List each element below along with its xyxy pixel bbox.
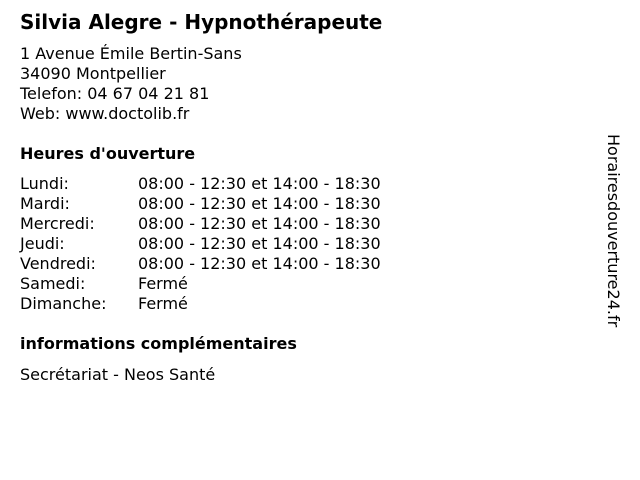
day-label: Dimanche: — [20, 294, 107, 313]
day-label: Jeudi: — [20, 234, 65, 253]
day-hours: Fermé — [138, 294, 188, 313]
day-hours: Fermé — [138, 274, 188, 293]
info-text: Secrétariat - Neos Santé — [20, 365, 216, 384]
day-label: Mercredi: — [20, 214, 95, 233]
page-title: Silvia Alegre - Hypnothérapeute — [20, 10, 383, 34]
day-label: Vendredi: — [20, 254, 96, 273]
site-watermark: Horairesdouverture24.fr — [604, 134, 623, 328]
day-hours: 08:00 - 12:30 et 14:00 - 18:30 — [138, 214, 381, 233]
day-hours: 08:00 - 12:30 et 14:00 - 18:30 — [138, 254, 381, 273]
day-hours: 08:00 - 12:30 et 14:00 - 18:30 — [138, 234, 381, 253]
day-label: Lundi: — [20, 174, 69, 193]
day-label: Mardi: — [20, 194, 70, 213]
info-heading: informations complémentaires — [20, 334, 297, 353]
day-label: Samedi: — [20, 274, 86, 293]
contact-block — [20, 44, 242, 124]
day-hours: 08:00 - 12:30 et 14:00 - 18:30 — [138, 194, 381, 213]
hours-heading: Heures d'ouverture — [20, 144, 196, 163]
web-line: Web: www.doctolib.fr — [20, 104, 190, 123]
address-city: 34090 Montpellier — [20, 64, 166, 83]
day-hours: 08:00 - 12:30 et 14:00 - 18:30 — [138, 174, 381, 193]
address-street: 1 Avenue Émile Bertin-Sans — [20, 44, 242, 63]
phone-line: Telefon: 04 67 04 21 81 — [20, 84, 210, 103]
